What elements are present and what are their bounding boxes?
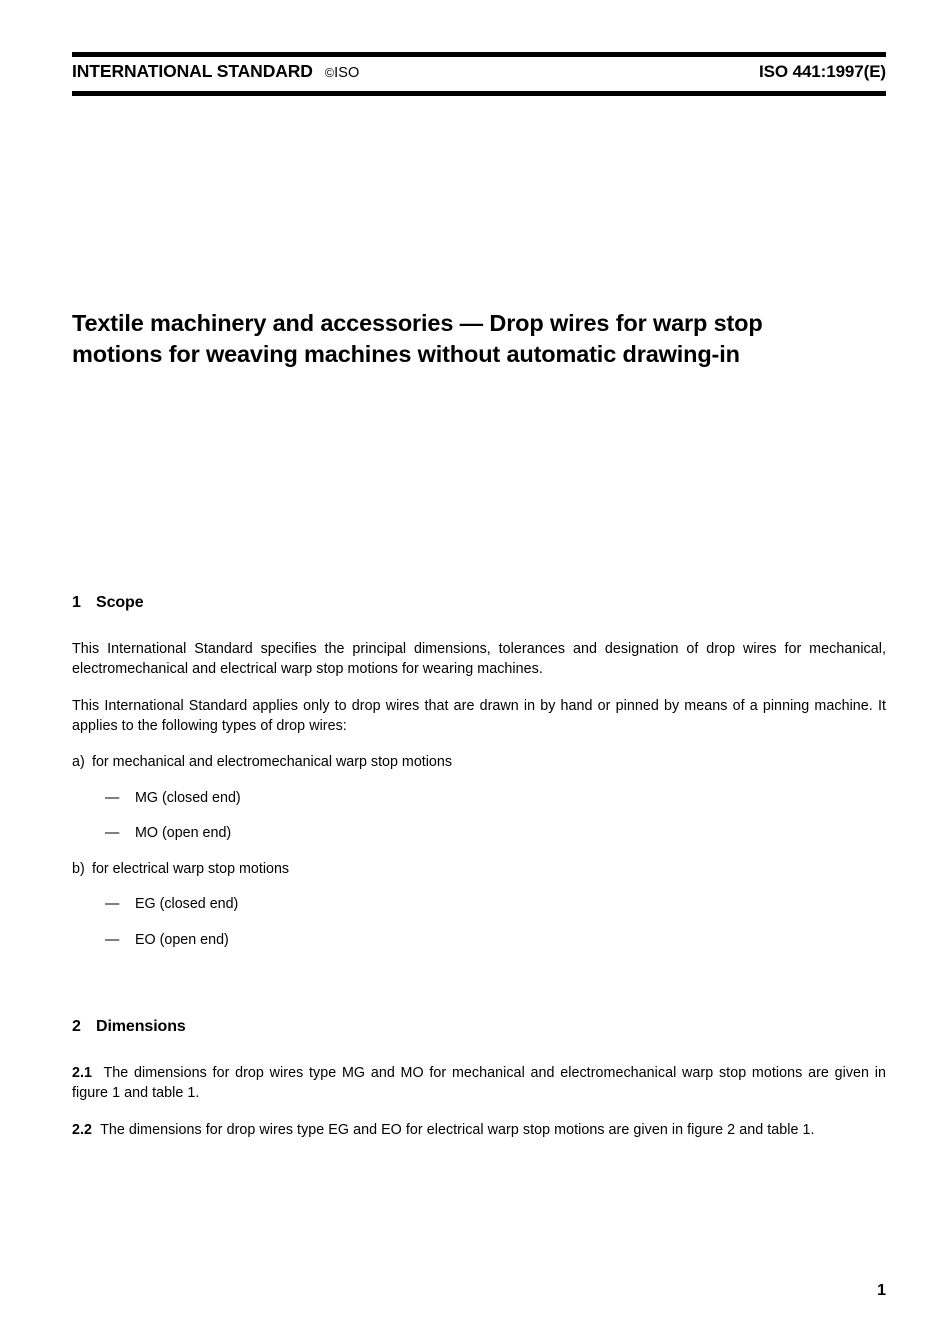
- international-standard-label: INTERNATIONAL STANDARD: [72, 61, 313, 81]
- list-item: [105, 931, 886, 951]
- clause-title: Dimensions: [96, 1018, 186, 1035]
- list-marker: b): [72, 860, 85, 877]
- copyright-notice: [325, 65, 360, 81]
- dash-marker-icon: —: [105, 825, 120, 841]
- list-item-label: for mechanical and electromechanical warp stop motions: [92, 754, 452, 770]
- header-row: [72, 57, 886, 91]
- copyright-icon: ©: [324, 66, 335, 80]
- list-item-label: MO (open end): [135, 825, 232, 841]
- list-item: [72, 753, 886, 773]
- page-number: 1: [877, 1282, 886, 1299]
- document-body: [72, 594, 886, 1141]
- scope-paragraph-2: This International Standard applies only to drop wires that are drawn in by hand or pinned by means of a pinning machine. It applies to the following types of drop wires:: [72, 698, 886, 734]
- dash-marker-icon: —: [105, 931, 120, 948]
- header-rule-bottom: [72, 91, 886, 96]
- page-header: [72, 52, 886, 96]
- list-item-label: EO (open end): [135, 931, 229, 948]
- list-item: [72, 860, 886, 880]
- clause-title: Scope: [96, 594, 144, 611]
- list-item: [105, 789, 886, 809]
- clause-number: 1: [72, 594, 81, 611]
- subclause-text: The dimensions for drop wires type MG and MO for mechanical and electromechanical warp stop motions are given in figure 1 and table 1.: [72, 1065, 886, 1101]
- list-item-label: EG (closed end): [135, 896, 239, 912]
- dash-marker-icon: —: [105, 789, 120, 806]
- standard-reference: ISO 441:1997(E): [758, 62, 886, 81]
- subclause-text: The dimensions for drop wires type EG and EO for electrical warp stop motions are given in figure 2 and table 1.: [100, 1122, 815, 1138]
- header-left-group: [72, 61, 359, 82]
- subclause-paragraph: [72, 1121, 886, 1141]
- copyright-owner: ISO: [334, 65, 360, 81]
- clause-heading-scope: [72, 594, 886, 612]
- dash-marker-icon: —: [105, 896, 120, 912]
- clause-number: 2: [72, 1018, 81, 1035]
- list-item: [105, 895, 886, 915]
- subclause-number: 2.1: [72, 1065, 93, 1081]
- subclause-number: 2.2: [72, 1122, 93, 1138]
- scope-paragraph-1: This International Standard specifies the principal dimensions, tolerances and designation of drop wires for mechanical, electromechanical and electrical warp stop motions for wearing machines.: [72, 641, 886, 677]
- document-title: Textile machinery and accessories — Drop wires for warp stop motions for weaving machines without automatic drawing-in: [72, 309, 763, 367]
- list-marker: a): [72, 754, 85, 770]
- clause-heading-dimensions: [72, 1018, 886, 1036]
- list-item: [105, 824, 886, 844]
- list-item-label: MG (closed end): [135, 789, 241, 806]
- subclause-paragraph: [72, 1064, 886, 1103]
- list-item-label: for electrical warp stop motions: [92, 860, 290, 877]
